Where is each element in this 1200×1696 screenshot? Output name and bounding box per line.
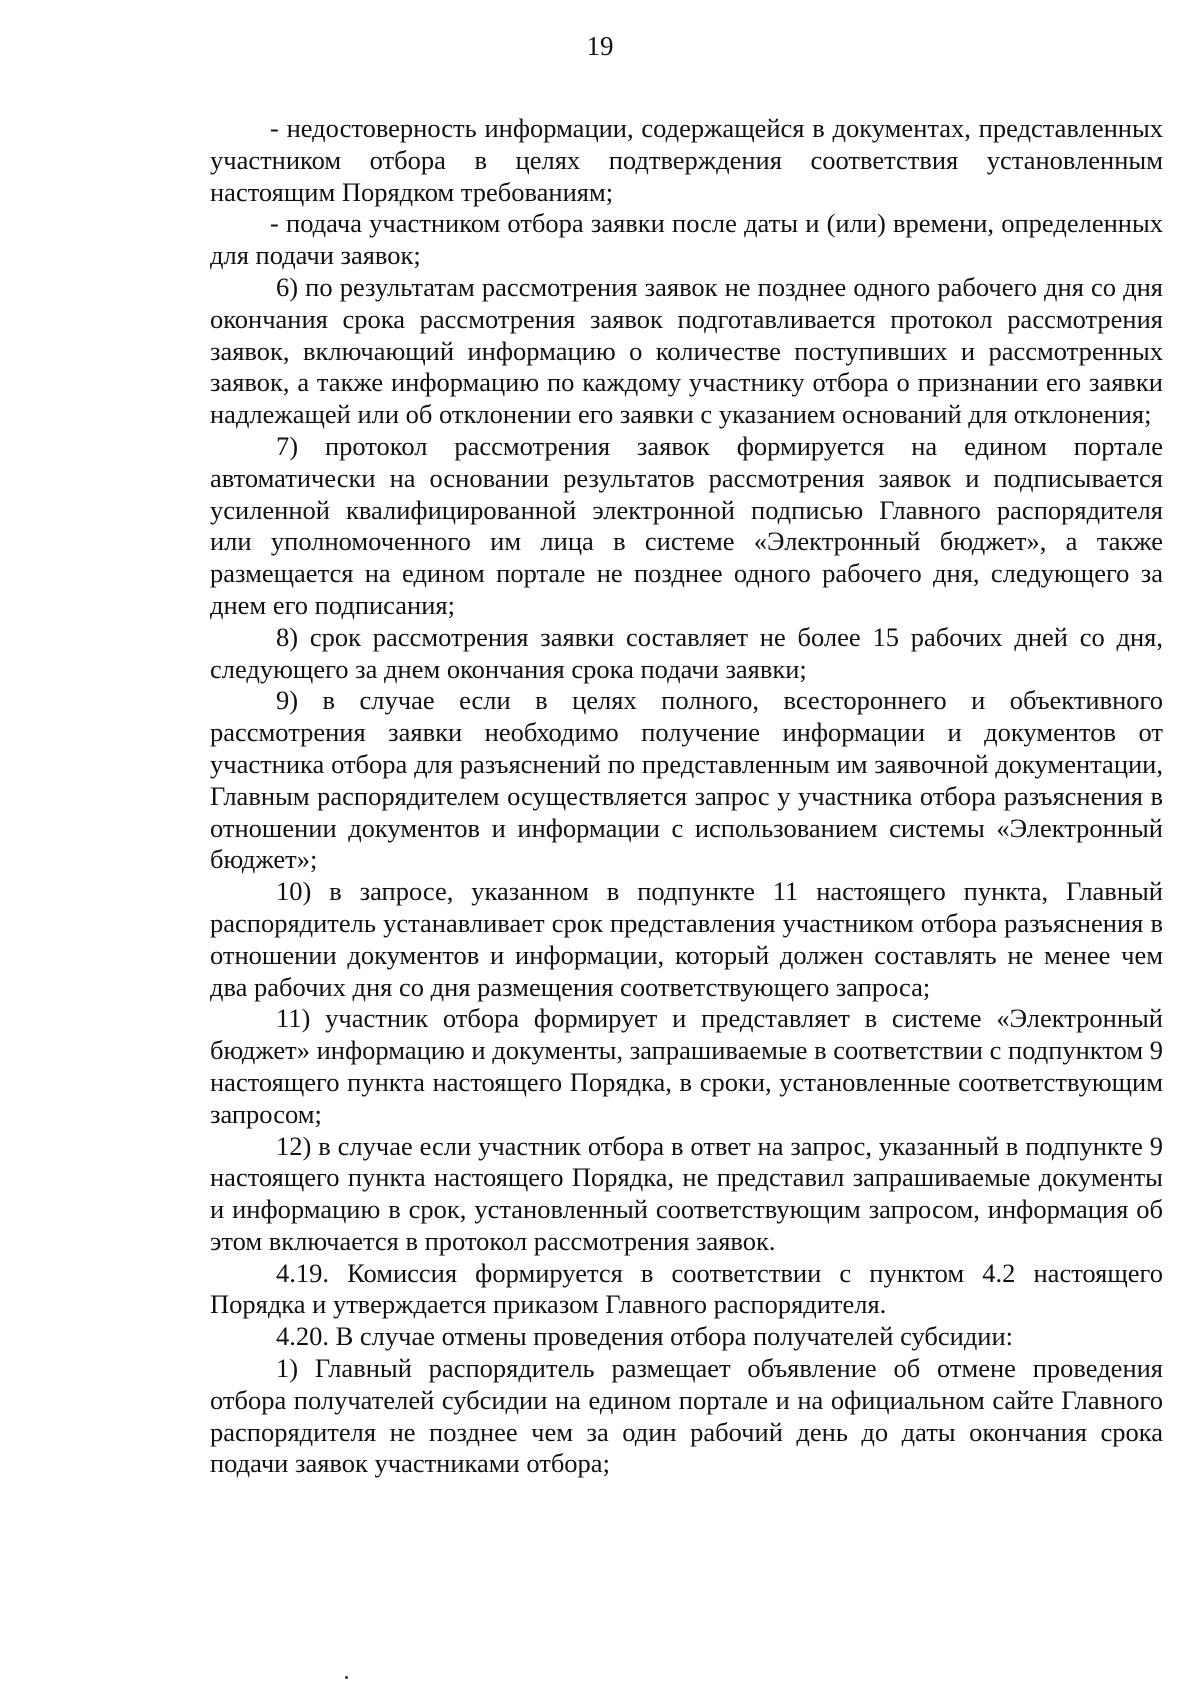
paragraph-item-10: 10) в запросе, указанном в подпункте 11 настоящего пункта, Главный распорядитель устанавливает срок представления участником отбора разъяснения в отношении документов и информации, который должен составлять не менее чем два рабочих дня со дня размещения соответствующего запроса; xyxy=(210,876,1163,1002)
page-number: 19 xyxy=(586,31,614,61)
paragraph-section-4-20-item-1: 1) Главный распорядитель размещает объявление об отмене проведения отбора получателей субсидии на едином портале и на официальном сайте Главного распорядителя не позднее чем за один рабочий день до даты окончания срока подачи заявок участниками отбора; xyxy=(210,1353,1163,1479)
scan-dot-mark xyxy=(345,1676,348,1679)
paragraph-late-submission: - подача участником отбора заявки после даты и (или) времени, определенных для подачи заявок; xyxy=(210,208,1163,271)
paragraph-unreliable-information: - недостоверность информации, содержащейся в документах, представленных участником отбора в целях подтверждения соответствия установленным настоящим Порядком требованиям; xyxy=(210,113,1163,207)
paragraph-item-6: 6) по результатам рассмотрения заявок не позднее одного рабочего дня со дня окончания срока рассмотрения заявок подготавливается протокол рассмотрения заявок, включающий информацию о количестве поступивших и рассмотренных заявок, а также информацию по каждому участнику отбора о признании его заявки надлежащей или об отклонении его заявки с указанием оснований для отклонения; xyxy=(210,271,1163,430)
paragraph-item-12: 12) в случае если участник отбора в ответ на запрос, указанный в подпункте 9 настоящего пункта настоящего Порядка, не представил запрашиваемые документы и информацию в срок, установленный соответствующим запросом, информация об этом включается в протокол рассмотрения заявок. xyxy=(210,1130,1163,1256)
paragraph-section-4-19: 4.19. Комиссия формируется в соответствии с пунктом 4.2 настоящего Порядка и утверждается приказом Главного распорядителя. xyxy=(210,1257,1163,1320)
paragraph-section-4-20: 4.20. В случае отмены проведения отбора получателей субсидии: xyxy=(276,1321,1014,1352)
paragraph-item-9: 9) в случае если в целях полного, всестороннего и объективного рассмотрения заявки необходимо получение информации и документов от участника отбора для разъяснений по представленным им заявочной документации, Главным распорядителем осуществляется запрос у участника отбора разъяснения в отношении документов и информации с использованием системы «Электронный бюджет»; xyxy=(210,685,1163,875)
paragraph-item-8: 8) срок рассмотрения заявки составляет не более 15 рабочих дней со дня, следующего за днем окончания срока подачи заявки; xyxy=(210,621,1163,684)
paragraph-item-7: 7) протокол рассмотрения заявок формируется на едином портале автоматически на основании результатов рассмотрения заявок и подписывается усиленной квалифицированной электронной подписью Главного распорядителя или уполномоченного им лица в системе «Электронный бюджет», а также размещается на едином портале не позднее одного рабочего дня, следующего за днем его подписания; xyxy=(210,430,1163,620)
paragraph-item-11: 11) участник отбора формирует и представляет в системе «Электронный бюджет» информацию и документы, запрашиваемые в соответствии с подпунктом 9 настоящего пункта настоящего Порядка, в сроки, установленные соответствующим запросом; xyxy=(210,1003,1163,1129)
document-body xyxy=(210,113,1163,1480)
